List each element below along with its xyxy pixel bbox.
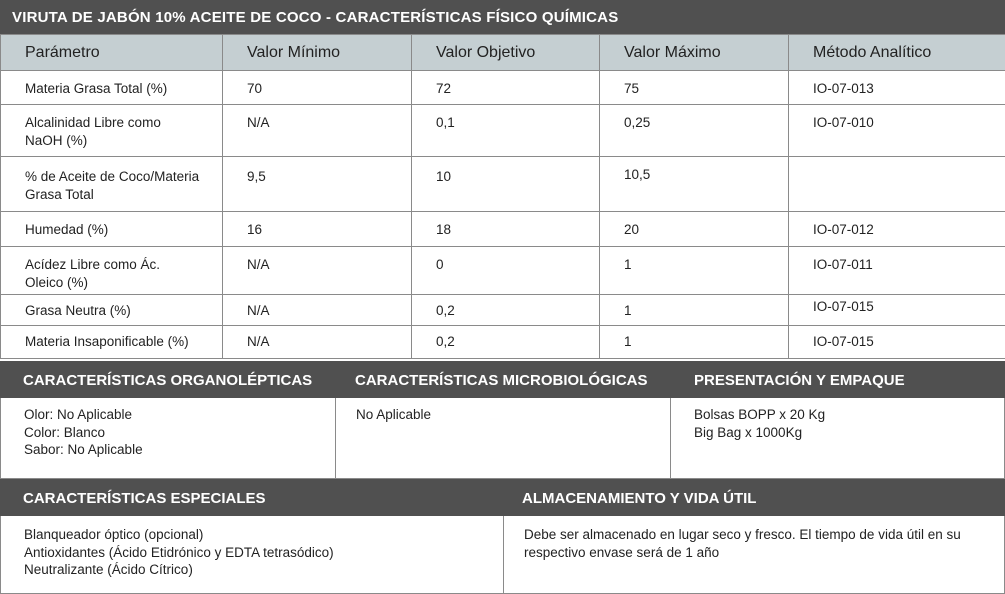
cell-parametro: Materia Insaponificable (%) [1,326,223,359]
cell-valor-minimo: 16 [223,212,412,247]
especiales-body [0,516,504,594]
cell-valor-objetivo: 72 [412,71,600,105]
sheet-title: VIRUTA DE JABÓN 10% ACEITE DE COCO - CARACTERÍSTICAS FÍSICO QUÍMICAS [0,0,1005,34]
cell-parametro: Acídez Libre como Ác. Oleico (%) [1,247,223,295]
header-valor-objetivo: Valor Objetivo [412,35,600,71]
cell-valor-minimo: 70 [223,71,412,105]
microbiologicas-line: No Aplicable [356,407,432,422]
cell-valor-maximo: 75 [600,71,789,105]
almacenamiento-heading: ALMACENAMIENTO Y VIDA ÚTIL [522,490,757,507]
organolepticas-line: Olor: No Aplicable [24,407,133,422]
cell-valor-minimo: N/A [223,105,412,157]
cell-metodo-analitico [789,157,1005,212]
almacenamiento-body [503,516,1005,594]
table-row [1,157,1005,212]
header-valor-maximo: Valor Máximo [600,35,789,71]
almacenamiento-line: respectivo envase será de 1 año [524,544,720,560]
cell-parametro: Grasa Neutra (%) [1,295,223,326]
organolepticas-line: Sabor: No Aplicable [24,442,143,457]
organolepticas-body [0,398,336,479]
cell-valor-maximo: 0,25 [600,105,789,157]
cell-parametro: Alcalinidad Libre como NaOH (%) [1,105,223,157]
cell-valor-objetivo: 18 [412,212,600,247]
table-row [1,247,1005,295]
cell-valor-maximo: 20 [600,212,789,247]
cell-metodo-analitico: IO-07-015 [789,295,1005,326]
presentacion-line: Bolsas BOPP x 20 Kg [694,407,826,422]
table-row [1,295,1005,326]
especiales-line: Neutralizante (Ácido Cítrico) [24,562,193,577]
almacenamiento-line: Debe ser almacenado en lugar seco y fresco. El tiempo de vida útil en su [524,527,961,542]
physicochemical-table [0,34,1005,359]
cell-metodo-analitico: IO-07-011 [789,247,1005,295]
organolepticas-line: Color: Blanco [24,424,106,440]
organolepticas-heading: CARACTERÍSTICAS ORGANOLÉPTICAS [23,372,313,389]
presentacion-heading: PRESENTACIÓN Y EMPAQUE [694,372,905,389]
header-valor-minimo: Valor Mínimo [223,35,412,71]
presentacion-body [670,398,1005,479]
header-parametro: Parámetro [1,35,223,71]
cell-metodo-analitico: IO-07-013 [789,71,1005,105]
cell-valor-minimo: N/A [223,326,412,359]
cell-metodo-analitico: IO-07-010 [789,105,1005,157]
table-header-row [1,35,1005,71]
microbiologicas-body [335,398,671,479]
microbiologicas-heading: CARACTERÍSTICAS MICROBIOLÓGICAS [355,372,648,389]
cell-valor-maximo: 1 [600,247,789,295]
header-metodo-analitico: Método Analítico [789,35,1005,71]
cell-valor-maximo: 1 [600,326,789,359]
cell-valor-objetivo: 0,2 [412,295,600,326]
cell-metodo-analitico: IO-07-012 [789,212,1005,247]
cell-valor-minimo: N/A [223,295,412,326]
cell-valor-objetivo: 0,2 [412,326,600,359]
especiales-heading: CARACTERÍSTICAS ESPECIALES [23,490,266,507]
table-row [1,71,1005,105]
table-row [1,212,1005,247]
table-row [1,326,1005,359]
cell-metodo-analitico: IO-07-015 [789,326,1005,359]
cell-valor-minimo: N/A [223,247,412,295]
cell-valor-objetivo: 0,1 [412,105,600,157]
cell-parametro: Materia Grasa Total (%) [1,71,223,105]
especiales-line: Antioxidantes (Ácido Etidrónico y EDTA tetrasódico) [24,544,334,560]
cell-valor-maximo: 10,5 [600,157,789,212]
cell-valor-maximo: 1 [600,295,789,326]
cell-parametro: % de Aceite de Coco/Materia Grasa Total [1,157,223,212]
cell-parametro: Humedad (%) [1,212,223,247]
cell-valor-objetivo: 10 [412,157,600,212]
cell-valor-objetivo: 0 [412,247,600,295]
table-row [1,105,1005,157]
cell-valor-minimo: 9,5 [223,157,412,212]
especiales-line: Blanqueador óptico (opcional) [24,527,204,542]
presentacion-line: Big Bag x 1000Kg [694,424,803,440]
